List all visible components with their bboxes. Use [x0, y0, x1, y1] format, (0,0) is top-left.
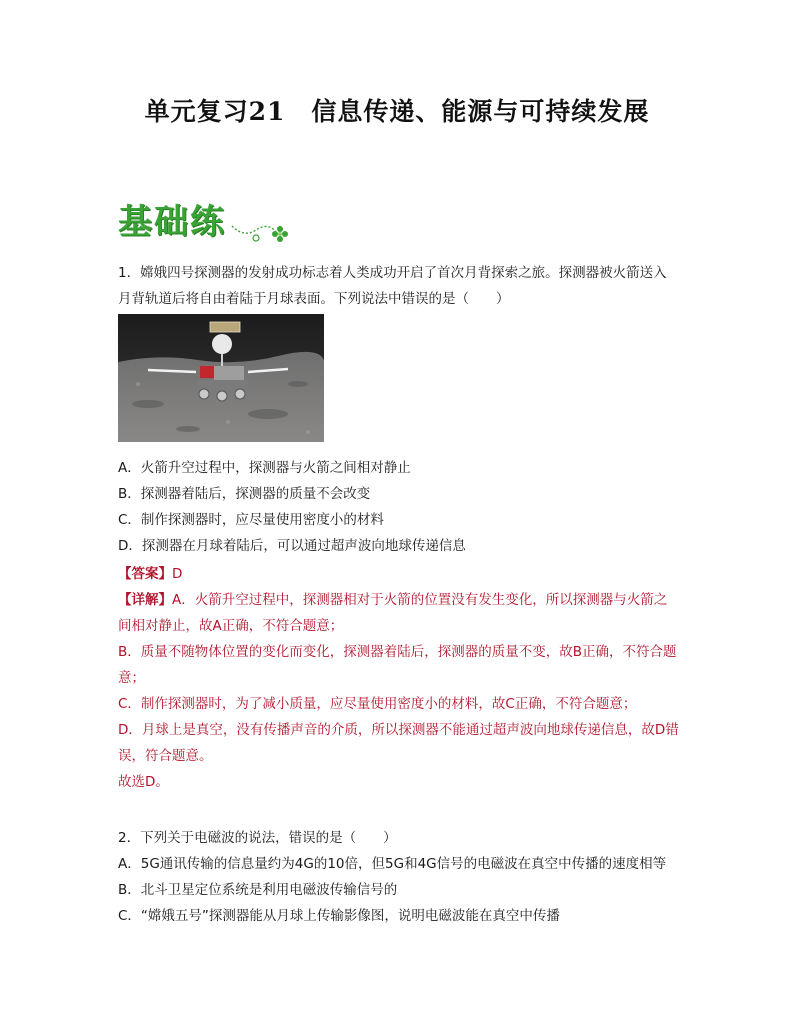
q1-detail-line-3: B．质量不随物体位置的变化而变化，探测器着陆后，探测器的质量不变，故B正确，不符合题 — [118, 644, 677, 660]
answer-value: D — [172, 566, 183, 582]
q1-detail-line-4: 意； — [118, 670, 145, 686]
flower-vine-icon — [230, 212, 290, 246]
q1-option-d: D．探测器在月球着陆后，可以通过超声波向地球传递信息 — [118, 538, 466, 554]
section-heading-text: 基础练 — [118, 202, 226, 242]
answer-tag: 【答案】 — [118, 566, 172, 582]
section-heading — [118, 194, 288, 246]
q1-detail-line-6: D．月球上是真空，没有传播声音的介质，所以探测器不能通过超声波向地球传递信息，故D错 — [118, 722, 679, 738]
page-title: 单元复习21 信息传递、能源与可持续发展 — [144, 97, 650, 126]
q1-detail-line-8: 故选D。 — [118, 774, 169, 790]
q2-option-c: C．“嫦娥五号”探测器能从月球上传输影像图，说明电磁波能在真空中传播 — [118, 908, 560, 924]
q1-detail-line-1 — [118, 588, 667, 608]
q1-detail-line-2: 间相对静止，故A正确，不符合题意； — [118, 618, 344, 634]
q2-option-b: B．北斗卫星定位系统是利用电磁波传输信号的 — [118, 882, 398, 898]
q2-stem: 2．下列关于电磁波的说法，错误的是（ ） — [118, 830, 397, 846]
q1-detail-line-5: C．制作探测器时，为了减小质量，应尽量使用密度小的材料，故C正确，不符合题意； — [118, 696, 637, 712]
q1-detail-line-7: 误，符合题意。 — [118, 748, 213, 764]
lunar-rover-image — [118, 314, 324, 442]
detail-text: A．火箭升空过程中，探测器相对于火箭的位置没有发生变化，所以探测器与火箭之 — [172, 592, 668, 608]
q1-answer — [118, 562, 182, 582]
q1-option-b: B．探测器着陆后，探测器的质量不会改变 — [118, 486, 371, 502]
q1-stem-line-2: 月背轨道后将自由着陆于月球表面。下列说法中错误的是（ ） — [118, 291, 510, 307]
q1-stem-line-1: 1．嫦娥四号探测器的发射成功标志着人类成功开启了首次月背探索之旅。探测器被火箭送入 — [118, 265, 667, 281]
q1-option-a: A．火箭升空过程中，探测器与火箭之间相对静止 — [118, 460, 411, 476]
q2-option-a: A．5G通讯传输的信息量约为4G的10倍，但5G和4G信号的电磁波在真空中传播的速度相等 — [118, 856, 667, 872]
q1-option-c: C．制作探测器时，应尽量使用密度小的材料 — [118, 512, 384, 528]
detail-tag: 【详解】 — [118, 592, 172, 608]
